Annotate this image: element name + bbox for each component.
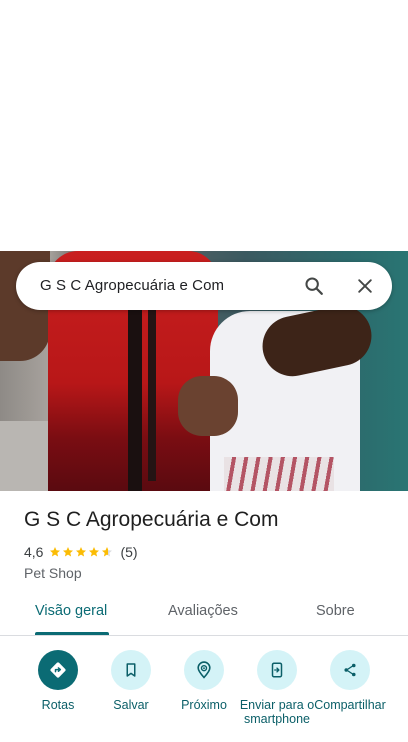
star-icon	[62, 546, 74, 558]
directions-icon	[48, 660, 68, 680]
tab-bar	[0, 595, 408, 635]
map-area-blank	[0, 0, 408, 251]
place-title: G S C Agropecuária e Com	[24, 508, 279, 531]
rating-value: 4,6	[24, 544, 44, 560]
bookmark-icon	[122, 661, 140, 679]
review-count: (5)	[120, 544, 138, 560]
clear-search-button[interactable]	[345, 266, 385, 306]
rating-row[interactable]	[24, 543, 138, 561]
close-icon	[355, 276, 375, 296]
star-icon	[75, 546, 87, 558]
tab-overview[interactable]: Visão geral	[35, 603, 108, 619]
share-label: Compartilhar	[314, 698, 386, 712]
send-to-phone-button[interactable]	[237, 650, 317, 726]
tab-about[interactable]: Sobre	[316, 603, 355, 619]
directions-label: Rotas	[41, 698, 75, 712]
save-button[interactable]	[91, 650, 171, 712]
directions-button[interactable]	[18, 650, 98, 712]
place-category[interactable]: Pet Shop	[24, 565, 82, 581]
send-to-phone-label: Enviar para o smartphone	[239, 698, 315, 726]
star-icon	[49, 546, 61, 558]
search-button[interactable]	[294, 266, 334, 306]
save-label: Salvar	[113, 698, 149, 712]
nearby-button[interactable]	[164, 650, 244, 712]
search-query[interactable]: G S C Agropecuária e Com	[40, 277, 225, 294]
search-icon	[303, 275, 325, 297]
nearby-icon	[194, 660, 214, 680]
star-rating	[49, 546, 114, 558]
search-bar[interactable]	[16, 262, 392, 310]
share-button[interactable]	[310, 650, 390, 712]
star-icon	[101, 546, 113, 558]
nearby-label: Próximo	[181, 698, 227, 712]
tabs-divider	[0, 635, 408, 636]
share-icon	[341, 661, 359, 679]
send-to-phone-icon	[268, 661, 286, 679]
star-icon	[88, 546, 100, 558]
tab-reviews[interactable]: Avaliações	[168, 603, 238, 619]
